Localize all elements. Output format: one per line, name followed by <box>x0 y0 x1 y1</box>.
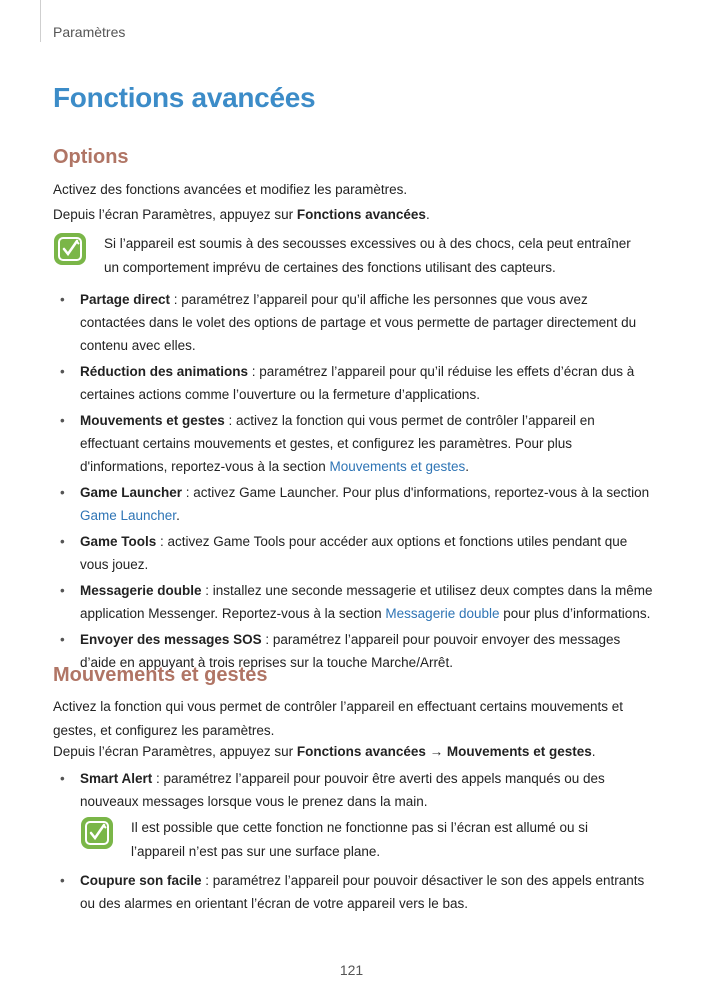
options-path-prefix: Depuis l’écran Paramètres, appuyez sur <box>53 207 297 222</box>
item-text: : paramétrez l’appareil pour pouvoir envoyer des messages d’aide en appuyant à trois reprises sur la touche Marche/Arrêt. <box>80 632 621 670</box>
gestures-path-end: . <box>591 744 596 759</box>
item-title: Game Tools <box>80 534 157 549</box>
gestures-path-prefix: Depuis l’écran Paramètres, appuyez sur <box>53 744 297 759</box>
options-note-text: Si l’appareil est soumis à des secousses excessives ou à des chocs, cela peut entraîner un comportement imprévu de certaines des fonctions utilisant des capteurs. <box>104 236 631 275</box>
gestures-path <box>53 740 653 764</box>
link-mouvements-gestes[interactable]: Mouvements et gestes <box>329 459 466 474</box>
item-text: : paramétrez l’appareil pour qu’il réduise les effets d’écran dus à certaines actions comme l’ouverture ou la fermeture d’applications. <box>80 364 635 402</box>
list-item: • Partage direct : paramétrez l’appareil pour qu’il affiche les personnes que vous avez contactées dans le volet des options de partage et vous permette de partager directement du contenu avec elles. <box>60 292 637 353</box>
link-game-launcher[interactable]: Game Launcher <box>80 508 177 523</box>
item-title: Mouvements et gestes <box>80 413 225 428</box>
options-path-end: . <box>425 207 430 222</box>
page-number: 121 <box>339 962 364 978</box>
gestures-list-2 <box>53 869 653 915</box>
gestures-intro: Activez la fonction qui vous permet de contrôler l’appareil en effectuant certains mouvements et gestes, et configurez les paramètres. <box>53 699 624 738</box>
item-text: : activez Game Tools pour accéder aux options et fonctions utiles pendant que vous jouez. <box>80 534 628 572</box>
gestures-note <box>80 816 655 864</box>
item-title: Partage direct <box>80 292 171 307</box>
item-text-end: . <box>176 508 180 523</box>
item-title: Smart Alert <box>80 771 153 786</box>
options-note <box>53 232 653 280</box>
item-title: Réduction des animations <box>80 364 249 379</box>
item-title: Envoyer des messages SOS <box>80 632 262 647</box>
list-item: • Réduction des animations : paramétrez l’appareil pour qu’il réduise les effets d’écran dus à certaines actions comme l’ouverture ou la fermeture d’applications. <box>60 364 635 402</box>
item-text: : paramétrez l’appareil pour qu’il affiche les personnes que vous avez contactées dans le volet des options de partage et vous permette de partager directement du contenu avec elles. <box>80 292 637 353</box>
item-text: : installez une seconde messagerie et utilisez deux comptes dans la même application Messenger. Reportez-vous à la section <box>80 583 653 621</box>
list-item: • Game Launcher : activez Game Launcher. Pour plus d'informations, reportez-vous à la section Game Launcher. <box>60 485 650 523</box>
options-path <box>53 203 653 227</box>
list-item: • Messagerie double : installez une seconde messagerie et utilisez deux comptes dans la même application Messenger. Reportez-vous à la section Messagerie double pour plus d’informations. <box>60 583 653 621</box>
list-item: • Envoyer des messages SOS : paramétrez l’appareil pour pouvoir envoyer des messages d’aide en appuyant à trois reprises sur la touche Marche/Arrêt. <box>60 632 621 670</box>
item-title: Messagerie double <box>80 583 202 598</box>
gestures-path-bold: Fonctions avancées → Mouvements et gestes <box>296 744 592 759</box>
item-text-end: . <box>465 459 470 474</box>
item-title: Game Launcher <box>80 485 183 500</box>
list-item: • Coupure son facile : paramétrez l’appareil pour pouvoir désactiver le son des appels entrants ou des alarmes en orientant l’écran de votre appareil vers le bas. <box>60 873 645 911</box>
gestures-note-text: Il est possible que cette fonction ne fonctionne pas si l’écran est allumé ou si l’appareil n’est pas sur une surface plane. <box>131 820 589 859</box>
item-text-end: pour plus d’informations. <box>499 606 651 621</box>
options-list <box>53 288 653 674</box>
gestures-list-1 <box>53 767 653 813</box>
options-path-bold: Fonctions avancées <box>296 207 426 222</box>
header-rule <box>40 0 41 42</box>
options-heading: Options <box>53 146 129 168</box>
note-pencil-icon <box>53 232 87 266</box>
item-title: Coupure son facile <box>80 873 202 888</box>
link-messagerie-double[interactable]: Messagerie double <box>385 606 500 621</box>
item-text: : activez Game Launcher. Pour plus d'informations, reportez-vous à la section <box>182 485 650 500</box>
section-header: Paramètres <box>53 24 126 40</box>
options-intro: Activez des fonctions avancées et modifiez les paramètres. <box>53 182 408 197</box>
item-text: : activez la fonction qui vous permet de contrôler l’appareil en effectuant certains mouvements et gestes, et configurez les paramètres. Pour plus d'informations, reportez-vous à la section <box>80 413 595 474</box>
list-item: • Game Tools : activez Game Tools pour accéder aux options et fonctions utiles pendant que vous jouez. <box>60 534 628 572</box>
page-title: Fonctions avancées <box>53 82 316 113</box>
gestures-heading: Mouvements et gestes <box>53 664 268 686</box>
list-item: • Smart Alert : paramétrez l’appareil pour pouvoir être averti des appels manqués ou des nouveaux messages lorsque vous le prenez dans la main. <box>60 771 605 809</box>
item-text: : paramétrez l’appareil pour pouvoir désactiver le son des appels entrants ou des alarmes en orientant l’écran de votre appareil vers le bas. <box>80 873 645 911</box>
item-text: : paramétrez l’appareil pour pouvoir être averti des appels manqués ou des nouveaux messages lorsque vous le prenez dans la main. <box>80 771 605 809</box>
list-item: • Mouvements et gestes : activez la fonction qui vous permet de contrôler l’appareil en effectuant certains mouvements et gestes, et configurez les paramètres. Pour plus d'informations, reportez-vous à la section Mouvements et gestes. <box>60 413 595 474</box>
note-pencil-icon <box>80 816 114 850</box>
